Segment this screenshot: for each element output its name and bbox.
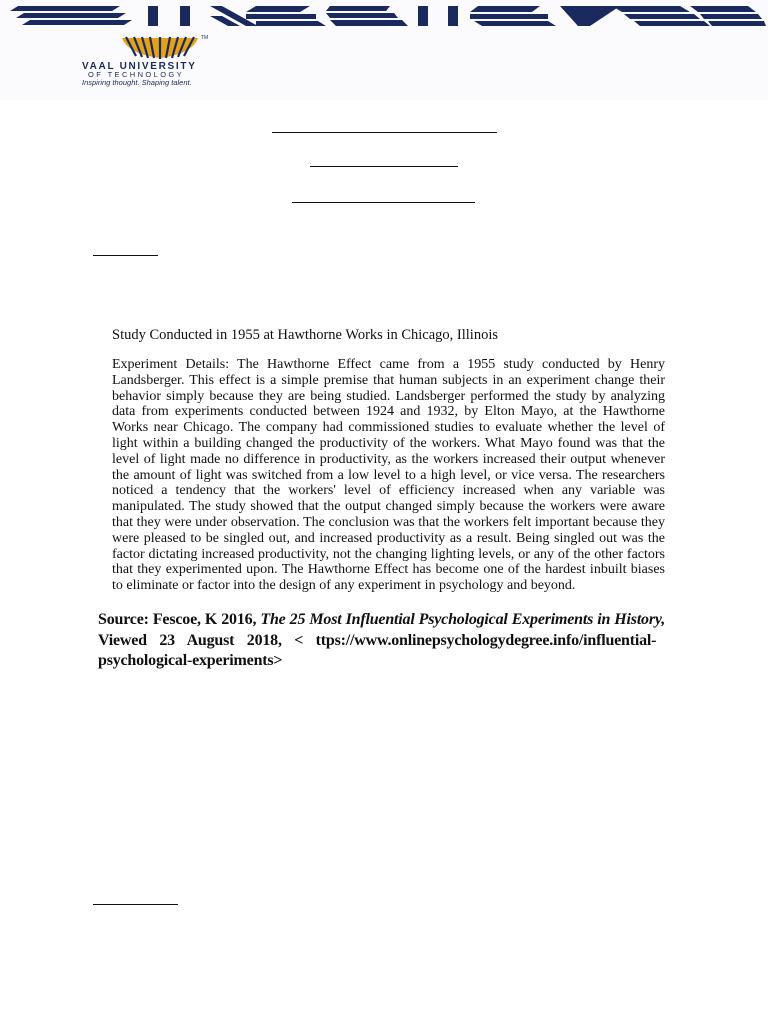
- banner-graphic: [0, 4, 768, 28]
- university-subtitle: OF TECHNOLOGY: [88, 70, 185, 79]
- title-rule-1: [272, 132, 497, 133]
- university-name: VAAL UNIVERSITY: [82, 61, 197, 72]
- footnote-rule: [93, 904, 178, 905]
- source-citation: [98, 610, 665, 672]
- title-rule-2: [310, 166, 458, 167]
- experiment-details-paragraph: Experiment Details: The Hawthorne Effect came from a 1955 study conducted by Henry Landsberger. This effect is a simple premise that human subjects in an experiment change their behavior simply because they are being studied. Landsberger performed the study by analyzing data from experiments conducted between 1924 and 1932, by Elton Mayo, at the Hawthorne Works near Chicago. The company had commissioned studies to evaluate whether the level of light within a building changed the productivity of the workers. What Mayo found was that the level of light made no difference in productivity, as the workers increased their output whenever the amount of light was switched from a low level to a high level, or vice versa. The researchers noticed a tendency that the workers' level of efficiency increased when any variable was manipulated. The study showed that the output changed simply because the workers were aware that they were under observation. The conclusion was that the workers felt important because they were pleased to be singled out, and increased productivity as a result. Being singled out was the factor dictating increased productivity, not the changing lighting levels, or any of the other factors that they experimented upon. The Hawthorne Effect has become one of the hardest inbuilt biases to eliminate or factor into the design of any experiment in psychology and beyond.: [112, 357, 665, 594]
- title-rule-3: [292, 202, 475, 203]
- source-suffix: Viewed 23 August 2018, < ttps://www.onlinepsychologydegree.info/influential-psychological-experiments>: [98, 631, 657, 669]
- university-logo-icon: [118, 34, 202, 60]
- study-heading: Study Conducted in 1955 at Hawthorne Works in Chicago, Illinois: [112, 327, 498, 343]
- section-rule: [93, 255, 158, 256]
- header-banner: [0, 0, 768, 100]
- source-prefix: Source: Fescoe, K 2016,: [98, 611, 261, 628]
- university-tagline: Inspiring thought. Shaping talent.: [82, 78, 192, 87]
- source-title: The 25 Most Influential Psychological Experiments in History,: [260, 611, 665, 628]
- trademark-symbol: TM: [201, 35, 209, 41]
